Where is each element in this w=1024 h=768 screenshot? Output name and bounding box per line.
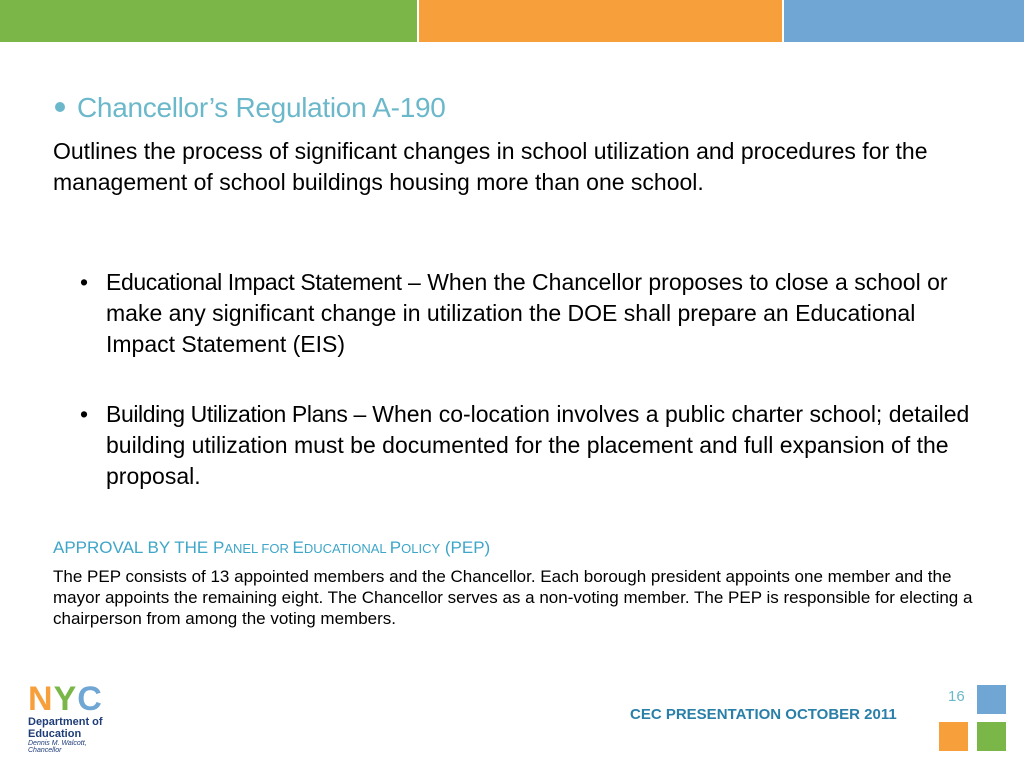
bullet-text: When co-location involves a public charter school; detailed building utilization must be documented for the placement and full expansion of the proposal. [106, 401, 970, 489]
decor-square-orange [939, 722, 968, 751]
footer-title: CEC PRESENTATION OCTOBER 2011 [630, 706, 897, 723]
approval-part: DUCATIONAL [303, 541, 390, 556]
approval-heading [53, 538, 490, 558]
logo-subtitle: Dennis M. Walcott, Chancellor [28, 740, 87, 754]
approval-part: E [292, 538, 304, 557]
top-bar-green [0, 0, 417, 42]
pep-paragraph: The PEP consists of 13 appointed members and the Chancellor. Each borough president appoints one member and the mayor appoints the remaining eight. The Chancellor serves as a non-voting member. The PEP is responsible for electing a chairperson from among the voting members. [53, 567, 973, 628]
decor-square-green [977, 722, 1006, 751]
logo-letters [28, 680, 120, 718]
logo-letter: Y [53, 680, 78, 718]
approval-part: (PEP) [440, 538, 491, 557]
bullet-list [80, 267, 980, 531]
approval-part: APPROVAL BY THE P [53, 538, 225, 557]
intro-paragraph: Outlines the process of significant changes in school utilization and procedures for the management of school buildings housing more than one school. [53, 138, 928, 195]
decor-square-blue [977, 685, 1006, 714]
top-bar-blue [784, 0, 1024, 42]
slide-heading [55, 92, 446, 124]
bullet-item-eis [80, 267, 980, 360]
bullet-item-bup [80, 399, 980, 492]
bullet-term: Educational Impact Statement [106, 269, 402, 295]
approval-part: ANEL FOR [224, 541, 293, 556]
logo-letter: N [28, 680, 54, 718]
page-number: 16 [948, 688, 965, 705]
approval-part: P [389, 538, 402, 557]
top-bar-orange [419, 0, 782, 42]
approval-part: OLICY [401, 541, 441, 556]
nyc-doe-logo [28, 680, 120, 754]
bullet-icon: • [80, 269, 89, 295]
bullet-dot-icon [55, 102, 65, 112]
logo-dept: Department of Education [28, 716, 103, 740]
bullet-term: Building Utilization Plans – [106, 401, 366, 427]
logo-letter: C [77, 680, 103, 718]
bullet-icon: • [80, 401, 89, 427]
heading-text: Chancellor’s Regulation A-190 [77, 92, 446, 123]
bullet-text: – When the Chancellor proposes to close a school or make any significant change in utilization the DOE shall prepare an Educational Impact Statement (EIS) [106, 269, 948, 357]
